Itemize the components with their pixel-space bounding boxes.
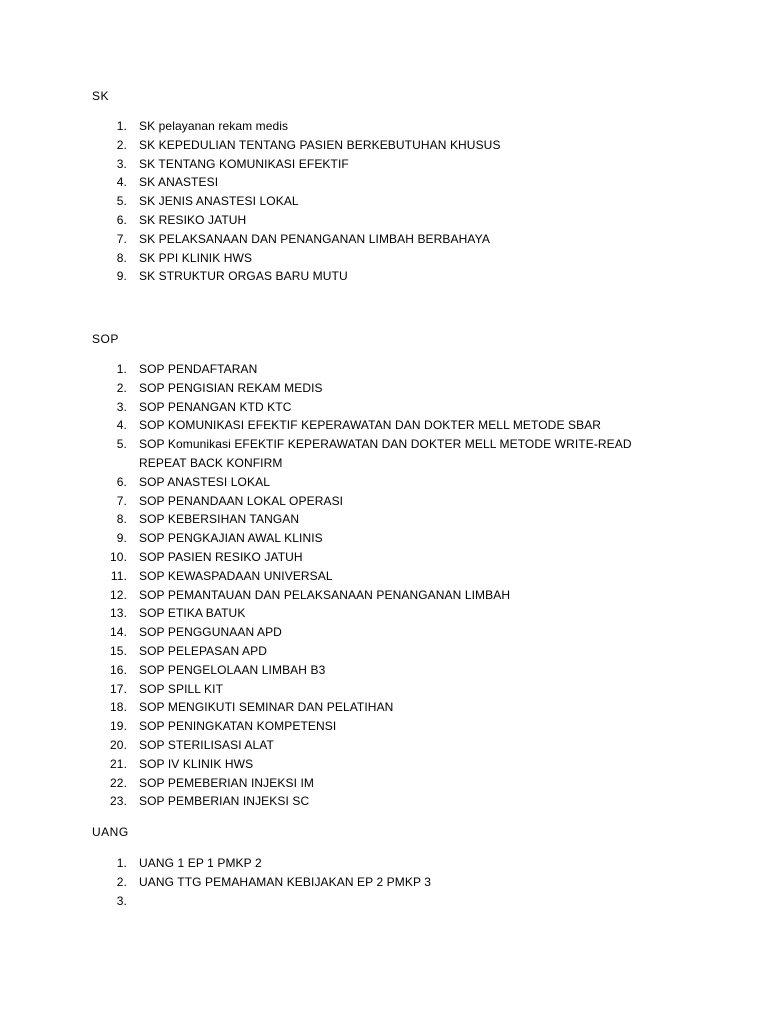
item-text: SOP PEMEBERIAN INJEKSI IM xyxy=(139,775,314,790)
item-number: 9. xyxy=(116,269,127,284)
item-text: SOP KOMUNIKASI EFEKTIF KEPERAWATAN DAN DOKTER MELL METODE SBAR xyxy=(139,418,602,433)
item-number: 3. xyxy=(116,893,127,908)
list-item xyxy=(0,173,679,192)
list-item xyxy=(0,136,679,155)
list-item xyxy=(0,774,679,793)
list-item xyxy=(0,416,679,435)
list-item xyxy=(0,492,679,511)
item-number: 13. xyxy=(110,606,127,621)
item-number: 3. xyxy=(116,399,127,414)
item-text: SK PPI KLINIK HWS xyxy=(139,250,253,265)
list-item xyxy=(0,873,679,892)
item-text: SOP PENGKAJIAN AWAL KLINIS xyxy=(139,531,323,546)
item-text: SOP KEBERSIHAN TANGAN xyxy=(139,512,300,527)
item-number: 15. xyxy=(110,643,127,658)
item-text: SK PELAKSANAAN DAN PENANGANAN LIMBAH BERBAHAYA xyxy=(139,231,490,246)
list-item xyxy=(0,892,679,911)
list-item xyxy=(0,736,679,755)
list-item xyxy=(0,854,679,873)
item-text: UANG TTG PEMAHAMAN KEBIJAKAN EP 2 PMKP 3 xyxy=(139,874,432,889)
list-item xyxy=(0,510,679,529)
list-item xyxy=(0,473,679,492)
item-text: SK ANASTESI xyxy=(139,175,219,190)
list-item xyxy=(0,698,679,717)
list-item xyxy=(0,661,679,680)
list-item xyxy=(0,398,679,417)
item-text: SOP PENINGKATAN KOMPETENSI xyxy=(139,719,337,734)
item-number: 1. xyxy=(116,362,127,376)
item-number: 1. xyxy=(116,119,127,133)
uang-list xyxy=(0,854,679,910)
list-item xyxy=(0,379,679,398)
item-number: 14. xyxy=(110,625,127,640)
item-text: SOP PENGISIAN REKAM MEDIS xyxy=(139,380,323,395)
item-number: 3. xyxy=(116,156,127,171)
sop-list xyxy=(0,360,679,811)
list-item xyxy=(0,623,679,642)
list-item xyxy=(0,249,679,268)
item-text: SK TENTANG KOMUNIKASI EFEKTIF xyxy=(139,156,349,171)
item-text: SOP PELEPASAN APD xyxy=(139,643,267,658)
item-number: 8. xyxy=(116,250,127,265)
item-text: SOP PEMANTAUAN DAN PELAKSANAAN PENANGANAN LIMBAH xyxy=(139,587,511,602)
list-item xyxy=(0,230,679,249)
item-text: SOP PENANDAAN LOKAL OPERASI xyxy=(139,493,344,508)
item-number: 1. xyxy=(116,856,127,870)
list-item xyxy=(0,360,679,379)
item-text: SK JENIS ANASTESI LOKAL xyxy=(139,194,299,209)
list-item xyxy=(0,792,679,811)
list-item xyxy=(0,548,679,567)
list-item xyxy=(0,680,679,699)
item-text: SK pelayanan rekam medis xyxy=(139,119,289,133)
item-text: SK KEPEDULIAN TENTANG PASIEN BERKEBUTUHAN KHUSUS xyxy=(139,137,501,152)
item-number: 6. xyxy=(116,474,127,489)
list-item xyxy=(0,117,679,136)
list-item xyxy=(0,211,679,230)
item-number: 23. xyxy=(110,794,127,809)
sk-heading: SK xyxy=(92,89,110,103)
item-text: SOP Komunikasi EFEKTIF KEPERAWATAN DAN DOKTER MELL METODE WRITE-READ REPEAT BACK KONFIRM xyxy=(139,437,632,470)
item-number: 22. xyxy=(110,775,127,790)
list-item xyxy=(0,155,679,174)
list-item xyxy=(0,192,679,211)
item-number: 2. xyxy=(116,380,127,395)
item-text: SOP PASIEN RESIKO JATUH xyxy=(139,549,303,564)
item-number: 18. xyxy=(110,700,127,715)
item-number: 9. xyxy=(116,531,127,546)
item-text: SOP ANASTESI LOKAL xyxy=(139,474,270,489)
item-number: 7. xyxy=(116,493,127,508)
item-text: SOP KEWASPADAAN UNIVERSAL xyxy=(139,568,333,583)
item-text: SOP PEMBERIAN INJEKSI SC xyxy=(139,794,310,809)
item-number: 2. xyxy=(116,874,127,889)
item-text: SOP PENANGAN KTD KTC xyxy=(139,399,292,414)
list-item xyxy=(0,267,679,286)
item-text: UANG 1 EP 1 PMKP 2 xyxy=(139,856,262,870)
item-number: 7. xyxy=(116,231,127,246)
item-text: SK STRUKTUR ORGAS BARU MUTU xyxy=(139,269,348,284)
item-number: 4. xyxy=(116,175,127,190)
item-text: SOP PENDAFTARAN xyxy=(139,362,258,376)
item-number: 5. xyxy=(116,437,127,452)
list-item xyxy=(0,604,679,623)
item-text: SOP ETIKA BATUK xyxy=(139,606,246,621)
uang-heading: UANG xyxy=(92,825,129,839)
item-text: SOP PENGGUNAAN APD xyxy=(139,625,282,640)
item-text: SOP SPILL KIT xyxy=(139,681,224,696)
item-number: 5. xyxy=(116,194,127,209)
item-number: 20. xyxy=(110,737,127,752)
item-number: 10. xyxy=(110,549,127,564)
list-item xyxy=(0,435,679,473)
list-item xyxy=(0,529,679,548)
item-text: SOP IV KLINIK HWS xyxy=(139,756,254,771)
list-item xyxy=(0,755,679,774)
item-number: 19. xyxy=(110,719,127,734)
item-number: 17. xyxy=(110,681,127,696)
item-number: 21. xyxy=(110,756,127,771)
list-item xyxy=(0,717,679,736)
item-number: 4. xyxy=(116,418,127,433)
sop-heading: SOP xyxy=(92,332,119,346)
item-text: SOP MENGIKUTI SEMINAR DAN PELATIHAN xyxy=(139,700,394,715)
item-number: 12. xyxy=(110,587,127,602)
list-item xyxy=(0,642,679,661)
item-number: 6. xyxy=(116,212,127,227)
list-item xyxy=(0,586,679,605)
item-number: 11. xyxy=(110,568,127,583)
item-text: SK RESIKO JATUH xyxy=(139,212,247,227)
sk-list xyxy=(0,117,679,286)
list-item xyxy=(0,567,679,586)
item-number: 2. xyxy=(116,137,127,152)
item-number: 8. xyxy=(116,512,127,527)
item-text: SOP PENGELOLAAN LIMBAH B3 xyxy=(139,662,326,677)
item-number: 16. xyxy=(110,662,127,677)
item-text: SOP STERILISASI ALAT xyxy=(139,737,274,752)
